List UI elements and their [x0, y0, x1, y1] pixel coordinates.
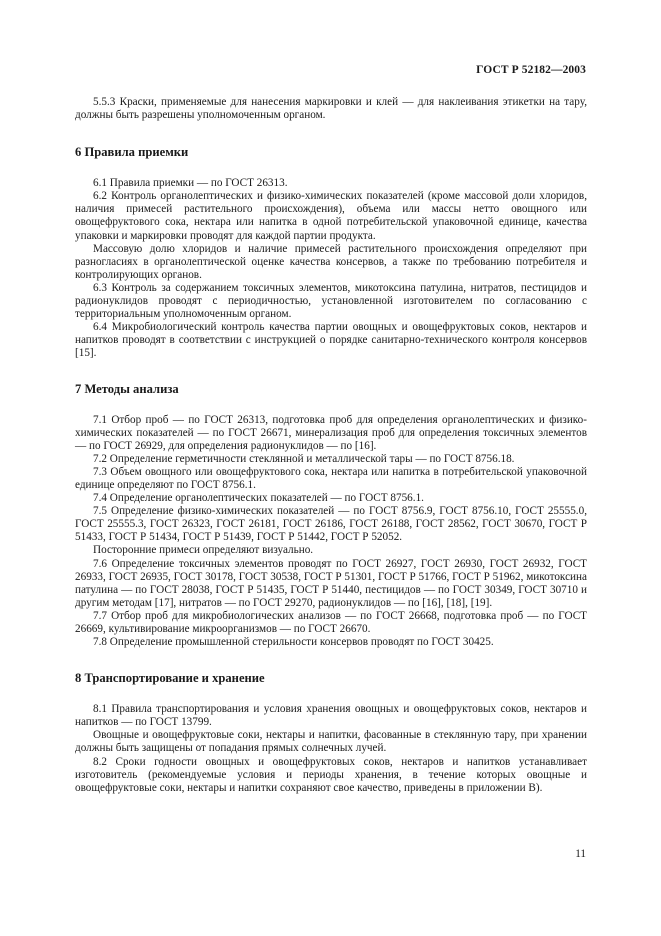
paragraph-7-5: 7.5 Определение физико-химических показателей — по ГОСТ 8756.9, ГОСТ 8756.10, ГОСТ 25555.0, ГОСТ 25555.3, ГОСТ 26323, ГОСТ 26181, ГОСТ 26186, ГОСТ 26188, ГОСТ 28562, ГОСТ 30670, ГОСТ Р 51433, ГОСТ Р 51434, ГОСТ Р 51439, ГОСТ Р 51442, ГОСТ Р 52052.: [75, 505, 587, 544]
paragraph-6-1: 6.1 Правила приемки — по ГОСТ 26313.: [93, 177, 288, 190]
paragraph-7-3: 7.3 Объем овощного или овощефруктового сока, нектара или напитка в потребительской упаковочной единице определяют по ГОСТ 8756.1.: [75, 465, 587, 491]
paragraph-8-1-note: Овощные и овощефруктовые соки, нектары и напитки, фасованные в стеклянную тару, при хранении должны быть защищены от попадания прямых солнечных лучей.: [75, 729, 587, 755]
paragraph-7-6: 7.6 Определение токсичных элементов проводят по ГОСТ 26927, ГОСТ 26930, ГОСТ 26932, ГОСТ 26933, ГОСТ 26935, ГОСТ 30178, ГОСТ 30538, ГОСТ Р 51301, ГОСТ Р 51766, ГОСТ Р 51962, микотоксина патулина — по ГОСТ 28038, ГОСТ Р 51435, ГОСТ Р 51440, пестицидов — по ГОСТ 30349, ГОСТ 30710 и другим методам [17], нитратов — по ГОСТ 29270, радионуклидов — по [16], [18], [19].: [75, 557, 587, 609]
paragraph-5-5-3: 5.5.3 Краски, применяемые для нанесения маркировки и клей — для наклеивания этикетки на тару, должны быть разрешены уполномоченным органом.: [75, 96, 587, 122]
paragraph-7-5-note: Посторонние примеси определяют визуально.: [93, 544, 314, 557]
paragraph-8-1: 8.1 Правила транспортирования и условия хранения овощных и овощефруктовых соков, нектаров и напитков — по ГОСТ 13799.: [75, 703, 587, 729]
paragraph-6-4: 6.4 Микробиологический контроль качества партии овощных и овощефруктовых соков, нектаров и напитков проводят в соответствии с инструкцией о порядке санитарно-технического контроля консервов [15].: [75, 321, 587, 360]
paragraph-7-4: 7.4 Определение органолептических показателей — по ГОСТ 8756.1.: [93, 492, 424, 505]
section-8-title: 8 Транспортирование и хранение: [75, 671, 265, 686]
page-content: [75, 96, 587, 795]
paragraph-7-7: 7.7 Отбор проб для микробиологических анализов — по ГОСТ 26668, подготовка проб — по ГОСТ 26669, культивирование микроорганизмов — по ГОСТ 26670.: [75, 609, 587, 635]
section-6-title: 6 Правила приемки: [75, 145, 189, 160]
paragraph-8-2: 8.2 Сроки годности овощных и овощефруктовых соков, нектаров и напитков устанавливает изготовитель (рекомендуемые условия и периоды хранения, в течение которых овощные и овощефруктовые соки, нектары и напитки сохраняют свое качество, приведены в приложении В).: [75, 755, 587, 794]
paragraph-7-2: 7.2 Определение герметичности стеклянной и металлической тары — по ГОСТ 8756.18.: [93, 452, 515, 465]
paragraph-6-2-note: Массовую долю хлоридов и наличие примесей растительного происхождения определяют при разногласиях в органолептической оценке качества консервов, а также по требованию потребителя и контролирующих органов.: [75, 242, 587, 281]
paragraph-7-8: 7.8 Определение промышленной стерильности консервов проводят по ГОСТ 30425.: [93, 636, 494, 649]
section-7-title: 7 Методы анализа: [75, 381, 179, 396]
paragraph-6-2: 6.2 Контроль органолептических и физико-химических показателей (кроме массовой доли хлоридов, наличия примесей растительного происхождения), объема или массы нетто овощного или овощефруктового сока, нектара или напитка в одной потребительской упаковочной единице, качества упаковки и маркировки проводят для каждой партии продукта.: [75, 190, 587, 242]
document-code: ГОСТ Р 52182—2003: [476, 64, 586, 76]
page-number: 11: [575, 848, 586, 860]
paragraph-6-3: 6.3 Контроль за содержанием токсичных элементов, микотоксина патулина, нитратов, пестицидов и радионуклидов проводят с периодичностью, установленной изготовителем по согласованию с территориальным уполномоченным органом.: [75, 281, 587, 321]
paragraph-7-1: 7.1 Отбор проб — по ГОСТ 26313, подготовка проб для определения органолептических и физико-химических показателей — по ГОСТ 26671, минерализация проб для определения токсичных элементов — по ГОСТ 26929, для определения радионуклидов — по [16].: [75, 413, 587, 452]
